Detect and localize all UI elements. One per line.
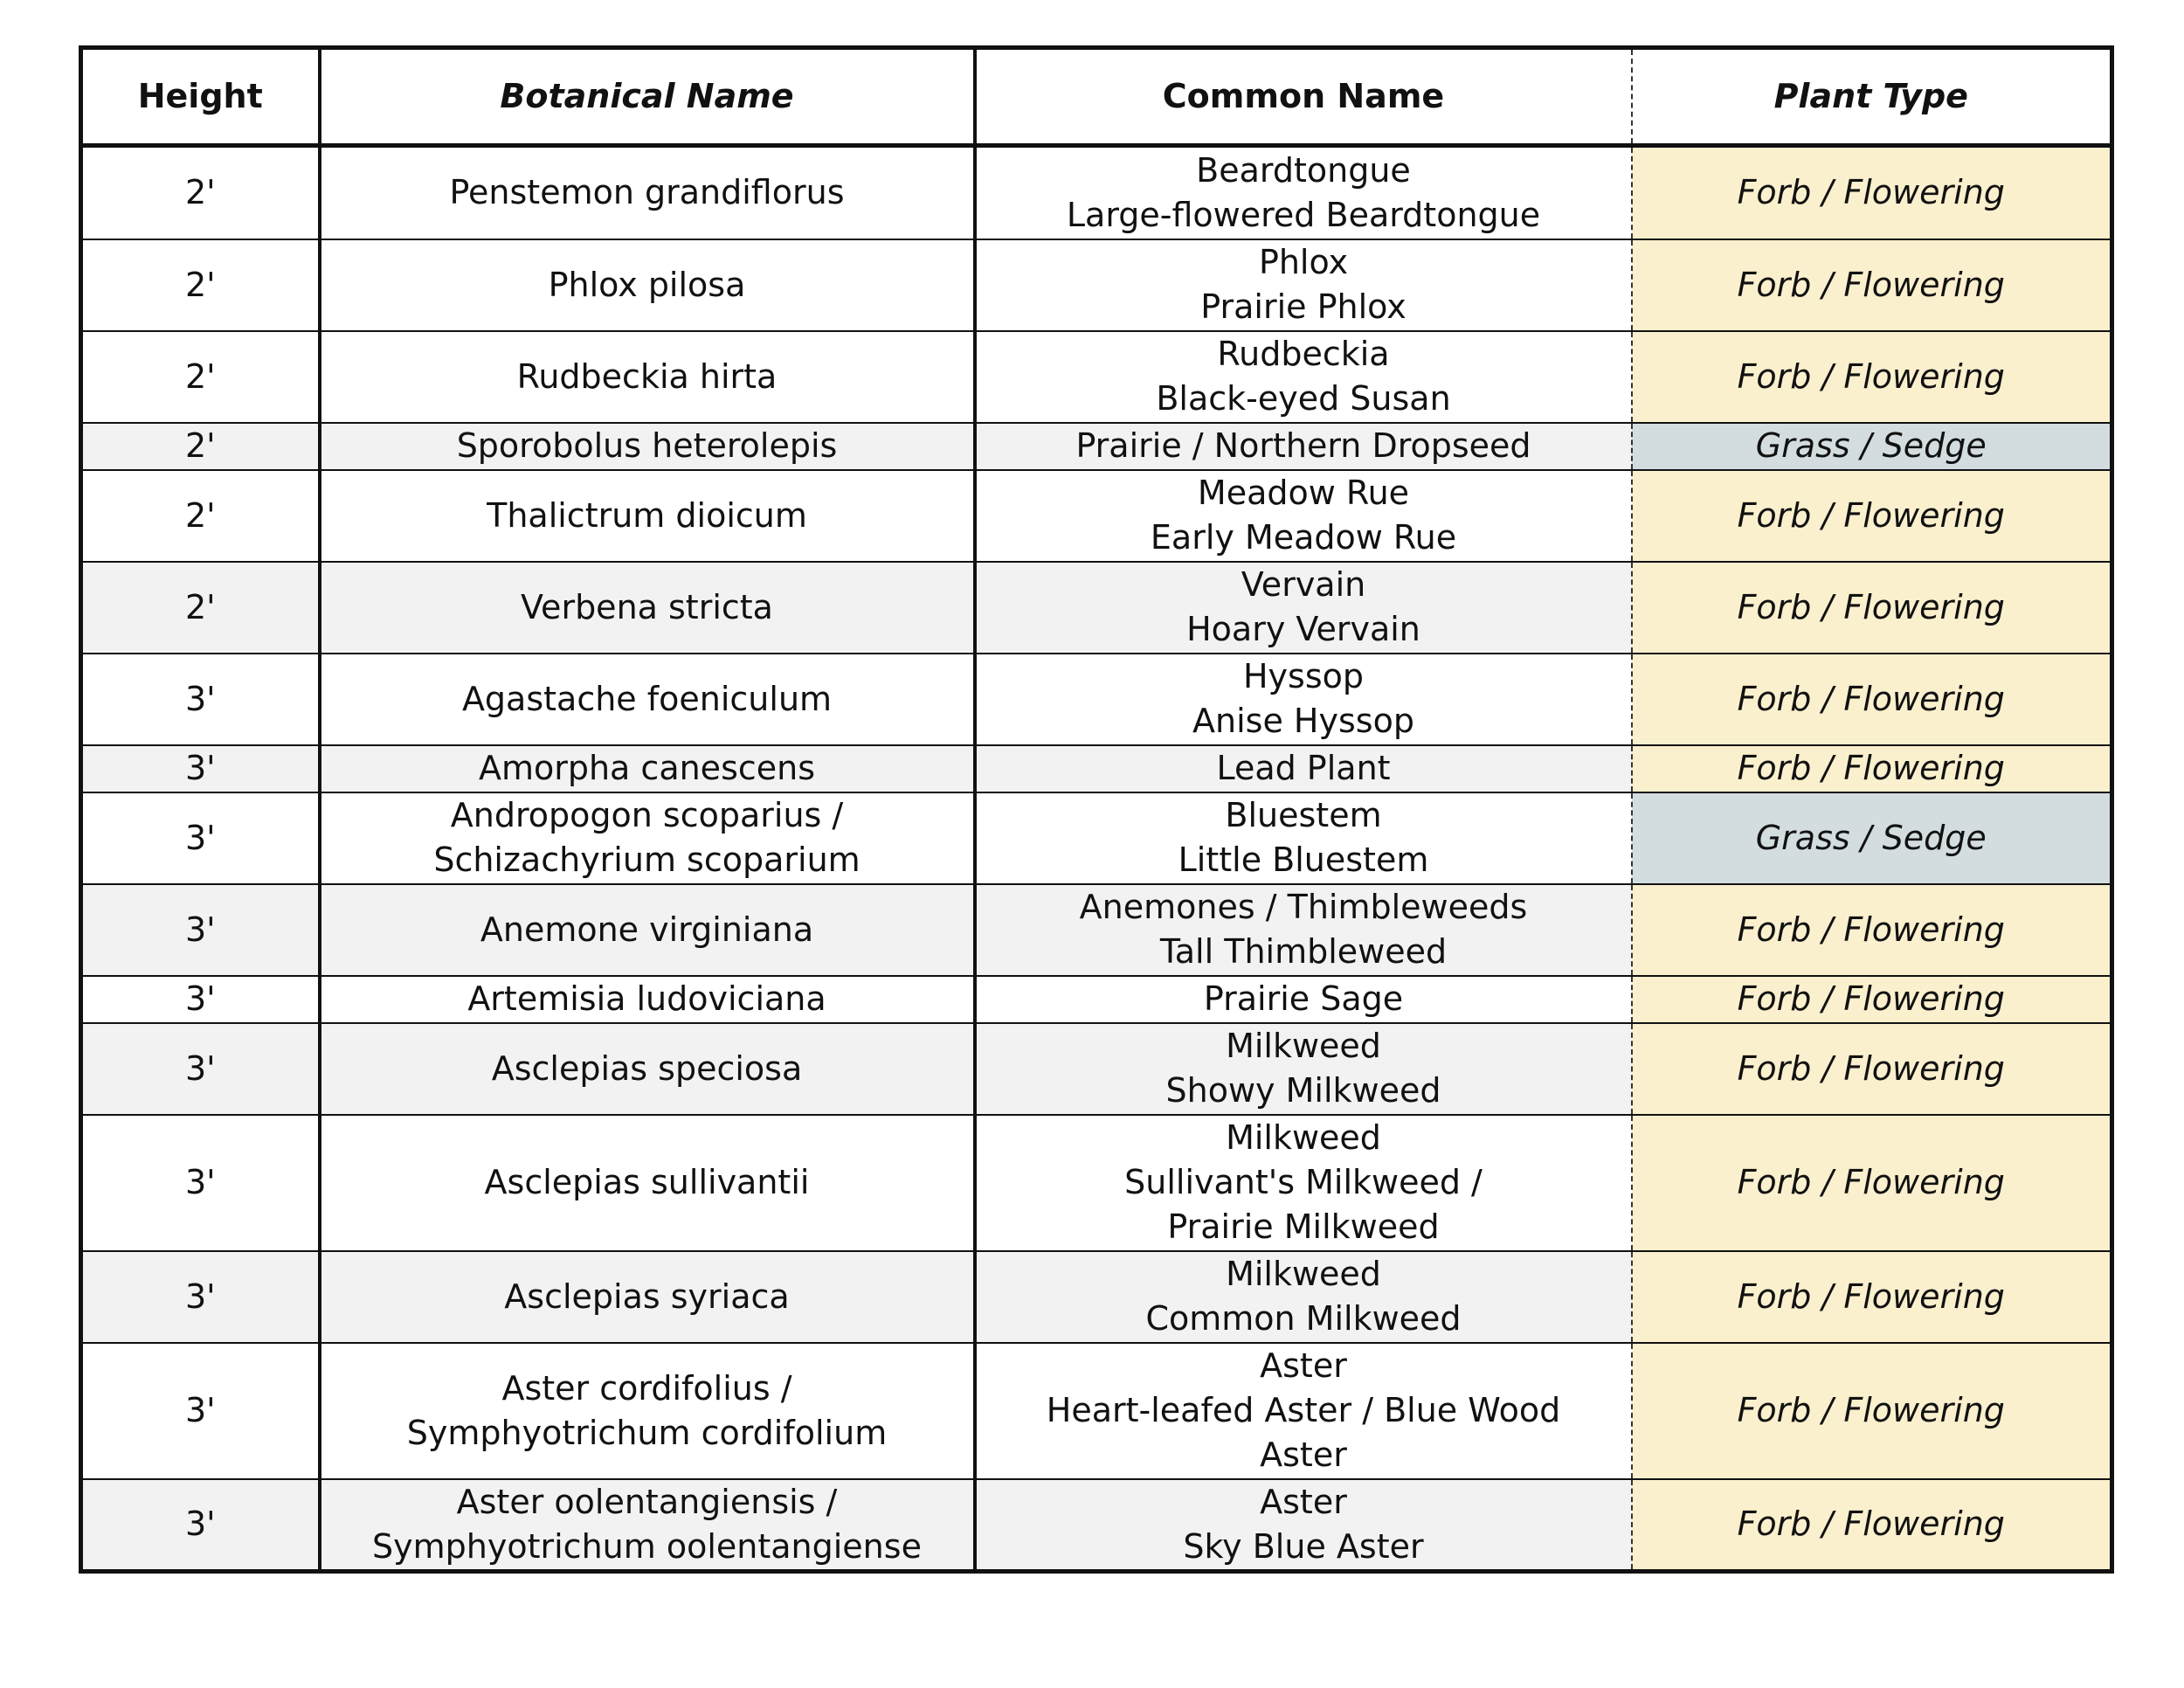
common-name-line: Early Meadow Rue xyxy=(1150,518,1457,557)
height-cell: 2' xyxy=(81,562,320,654)
table-row xyxy=(81,562,2112,654)
botanical-name-cell xyxy=(320,792,975,884)
botanical-name-line: Schizachyrium scoparium xyxy=(433,841,860,879)
height-cell: 3' xyxy=(81,1251,320,1343)
botanical-name-cell xyxy=(320,239,975,331)
botanical-name-cell xyxy=(320,976,975,1023)
botanical-name-line: Amorpha canescens xyxy=(478,749,816,787)
common-name-line: Vervain xyxy=(1241,565,1366,604)
plant-type-cell: Grass / Sedge xyxy=(1632,792,2112,884)
common-name-line: Prairie Milkweed xyxy=(1167,1207,1440,1246)
common-name-line: Common Milkweed xyxy=(1145,1299,1462,1338)
botanical-name-cell xyxy=(320,562,975,654)
botanical-name-cell xyxy=(320,884,975,976)
plant-type-cell: Forb / Flowering xyxy=(1632,562,2112,654)
botanical-name-line: Andropogon scoparius / xyxy=(450,796,844,834)
height-cell: 3' xyxy=(81,792,320,884)
botanical-name-cell xyxy=(320,1251,975,1343)
botanical-name-line: Asclepias speciosa xyxy=(491,1048,803,1088)
botanical-name-line: Aster cordifolius / xyxy=(501,1368,792,1408)
common-name-line: Large-flowered Beardtongue xyxy=(1066,195,1541,234)
common-name-cell xyxy=(975,884,1632,976)
botanical-name-line: Rudbeckia hirta xyxy=(516,356,778,396)
height-cell: 3' xyxy=(81,1343,320,1479)
botanical-name-cell xyxy=(320,1479,975,1572)
plant-type-cell: Forb / Flowering xyxy=(1632,470,2112,562)
common-name-line: Aster xyxy=(1260,1482,1347,1521)
table-row xyxy=(81,1343,2112,1479)
common-name-line: Lead Plant xyxy=(1216,749,1391,787)
table-row xyxy=(81,745,2112,792)
plant-type-cell: Forb / Flowering xyxy=(1632,654,2112,745)
table-row xyxy=(81,1251,2112,1343)
table-row xyxy=(81,976,2112,1023)
height-cell: 3' xyxy=(81,1479,320,1572)
common-name-line: Phlox xyxy=(1258,243,1349,281)
common-name-cell xyxy=(975,331,1632,423)
botanical-name-cell xyxy=(320,331,975,423)
plant-type-cell: Forb / Flowering xyxy=(1632,1023,2112,1115)
common-name-line: Tall Thimbleweed xyxy=(1159,932,1448,971)
common-name-line: Heart-leafed Aster / Blue Wood xyxy=(1046,1391,1561,1429)
botanical-name-cell xyxy=(320,1343,975,1479)
botanical-name-line: Phlox pilosa xyxy=(548,265,746,304)
botanical-name-line: Artemisia ludoviciana xyxy=(467,979,826,1018)
common-name-line: Black-eyed Susan xyxy=(1156,379,1451,418)
table-row xyxy=(81,792,2112,884)
botanical-name-line: Anemone virginiana xyxy=(480,910,814,949)
common-name-line: Meadow Rue xyxy=(1197,474,1410,512)
common-name-line: Milkweed xyxy=(1226,1255,1381,1293)
common-name-line: Prairie Sage xyxy=(1203,979,1404,1018)
table-row xyxy=(81,654,2112,745)
common-name-line: Aster xyxy=(1260,1346,1347,1385)
common-name-cell xyxy=(975,792,1632,884)
common-name-line: Sky Blue Aster xyxy=(1183,1526,1424,1566)
header-botanical-name: Botanical Name xyxy=(320,48,975,146)
table-row xyxy=(81,146,2112,239)
table-body xyxy=(81,146,2112,1572)
common-name-line: Showy Milkweed xyxy=(1165,1071,1441,1110)
common-name-line: Hoary Vervain xyxy=(1186,610,1420,648)
botanical-name-line: Asclepias syriaca xyxy=(504,1276,790,1316)
table-header xyxy=(81,48,2112,146)
botanical-name-line: Sporobolus heterolepis xyxy=(456,426,838,465)
common-name-line: Prairie Phlox xyxy=(1200,287,1406,326)
table-row xyxy=(81,239,2112,331)
common-name-line: Beardtongue xyxy=(1196,150,1411,190)
botanical-name-cell xyxy=(320,423,975,470)
height-cell: 3' xyxy=(81,745,320,792)
plant-type-cell: Forb / Flowering xyxy=(1632,239,2112,331)
plant-table xyxy=(79,45,2114,1574)
botanical-name-line: Verbena stricta xyxy=(521,587,773,626)
botanical-name-line: Penstemon grandiflorus xyxy=(449,173,845,212)
height-cell: 3' xyxy=(81,1115,320,1251)
common-name-line: Bluestem xyxy=(1225,796,1382,834)
height-cell: 3' xyxy=(81,976,320,1023)
common-name-line: Aster xyxy=(1260,1435,1347,1474)
plant-type-cell: Forb / Flowering xyxy=(1632,1343,2112,1479)
header-row xyxy=(81,48,2112,146)
common-name-cell xyxy=(975,562,1632,654)
common-name-cell xyxy=(975,1115,1632,1251)
botanical-name-cell xyxy=(320,654,975,745)
header-height: Height xyxy=(81,48,320,146)
botanical-name-line: Symphyotrichum oolentangiense xyxy=(372,1526,922,1566)
header-common-name: Common Name xyxy=(975,48,1632,146)
common-name-line: Prairie / Northern Dropseed xyxy=(1075,426,1531,465)
botanical-name-line: Symphyotrichum cordifolium xyxy=(406,1413,888,1452)
botanical-name-cell xyxy=(320,1115,975,1251)
common-name-cell xyxy=(975,470,1632,562)
common-name-cell xyxy=(975,146,1632,239)
common-name-line: Milkweed xyxy=(1226,1027,1381,1065)
height-cell: 3' xyxy=(81,654,320,745)
table-row xyxy=(81,423,2112,470)
common-name-cell xyxy=(975,1479,1632,1572)
common-name-line: Milkweed xyxy=(1226,1118,1381,1157)
botanical-name-cell xyxy=(320,1023,975,1115)
common-name-line: Hyssop xyxy=(1242,657,1365,695)
common-name-line: Anemones / Thimbleweeds xyxy=(1079,888,1528,926)
plant-type-cell: Forb / Flowering xyxy=(1632,1115,2112,1251)
height-cell: 3' xyxy=(81,1023,320,1115)
table-row xyxy=(81,884,2112,976)
height-cell: 2' xyxy=(81,331,320,423)
plant-type-cell: Grass / Sedge xyxy=(1632,423,2112,470)
plant-type-cell: Forb / Flowering xyxy=(1632,1479,2112,1572)
plant-type-cell: Forb / Flowering xyxy=(1632,976,2112,1023)
common-name-cell xyxy=(975,1343,1632,1479)
table-row xyxy=(81,1479,2112,1572)
height-cell: 2' xyxy=(81,423,320,470)
botanical-name-cell xyxy=(320,470,975,562)
table-row xyxy=(81,1115,2112,1251)
plant-type-cell: Forb / Flowering xyxy=(1632,146,2112,239)
height-cell: 3' xyxy=(81,884,320,976)
common-name-cell xyxy=(975,745,1632,792)
botanical-name-line: Thalictrum dioicum xyxy=(487,495,807,535)
plant-type-cell: Forb / Flowering xyxy=(1632,745,2112,792)
table-row xyxy=(81,470,2112,562)
table-row xyxy=(81,1023,2112,1115)
common-name-line: Rudbeckia xyxy=(1217,335,1390,373)
common-name-cell xyxy=(975,1023,1632,1115)
common-name-line: Little Bluestem xyxy=(1178,841,1429,879)
botanical-name-cell xyxy=(320,745,975,792)
header-plant-type: Plant Type xyxy=(1632,48,2112,146)
height-cell: 2' xyxy=(81,146,320,239)
botanical-name-line: Agastache foeniculum xyxy=(461,679,833,718)
common-name-line: Sullivant's Milkweed / xyxy=(1124,1163,1482,1201)
botanical-name-line: Asclepias sullivantii xyxy=(484,1163,810,1201)
common-name-cell xyxy=(975,423,1632,470)
height-cell: 2' xyxy=(81,470,320,562)
botanical-name-line: Aster oolentangiensis / xyxy=(456,1482,838,1521)
plant-type-cell: Forb / Flowering xyxy=(1632,884,2112,976)
common-name-cell xyxy=(975,976,1632,1023)
plant-type-cell: Forb / Flowering xyxy=(1632,331,2112,423)
table-row xyxy=(81,331,2112,423)
common-name-cell xyxy=(975,239,1632,331)
common-name-line: Anise Hyssop xyxy=(1192,702,1414,740)
plant-type-cell: Forb / Flowering xyxy=(1632,1251,2112,1343)
common-name-cell xyxy=(975,654,1632,745)
botanical-name-cell xyxy=(320,146,975,239)
height-cell: 2' xyxy=(81,239,320,331)
common-name-cell xyxy=(975,1251,1632,1343)
